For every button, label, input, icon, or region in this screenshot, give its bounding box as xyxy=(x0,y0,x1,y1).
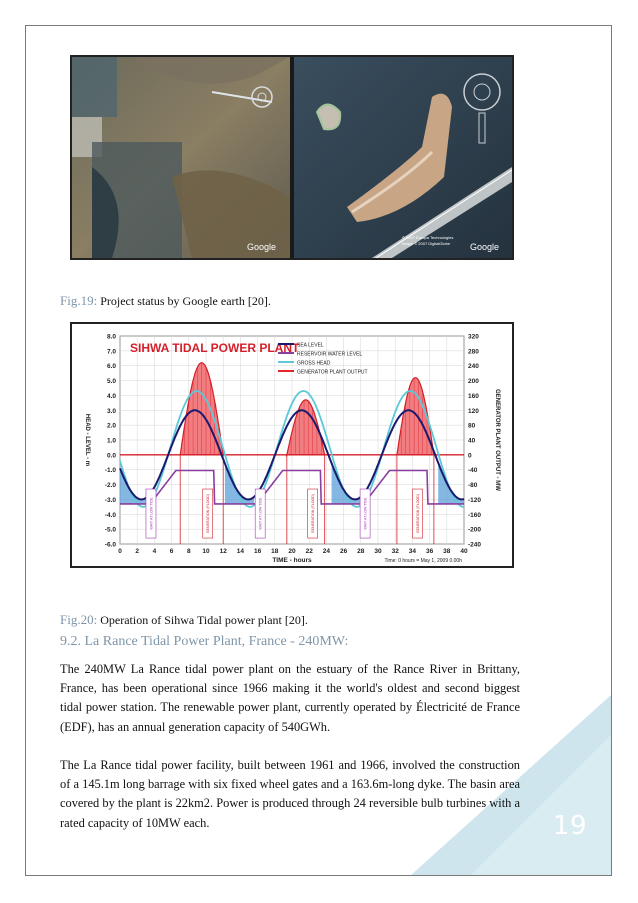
y-tick-left: 3.0 xyxy=(106,407,116,415)
x-tick: 26 xyxy=(339,548,348,555)
x-tick: 40 xyxy=(460,548,468,555)
x-tick: 2 xyxy=(135,548,140,555)
x-tick: 10 xyxy=(202,548,210,555)
y-tick-right: 320 xyxy=(468,333,479,341)
x-tick: 28 xyxy=(357,548,365,555)
annotation-label: WAIT AT LOW TIDE xyxy=(363,497,368,530)
legend-label: SEA LEVEL xyxy=(297,342,324,349)
y-tick-right: 0 xyxy=(468,452,472,460)
x-tick: 8 xyxy=(186,548,191,555)
y-tick-left: -3.0 xyxy=(104,496,116,504)
y-tick-left: 7.0 xyxy=(106,348,116,356)
annotation-label: WAIT AT LOW TIDE xyxy=(258,497,263,530)
legend-label: RESERVOIR WATER LEVEL xyxy=(297,351,363,358)
x-tick: 20 xyxy=(288,548,296,555)
figure-19-label: Fig.19: xyxy=(60,293,98,308)
y-tick-left: 5.0 xyxy=(106,378,116,386)
y-tick-left: 8.0 xyxy=(106,333,116,341)
annotation-label: GENERATION (FLOOD) xyxy=(310,493,315,534)
x-tick: 22 xyxy=(305,548,313,555)
sihwa-chart xyxy=(70,322,514,568)
x-tick: 18 xyxy=(271,548,279,555)
copyright-text-2: Image © 2007 DigitalGlobe xyxy=(402,241,451,246)
right-panel xyxy=(294,57,512,258)
y-axis-label-left: HEAD - LEVEL - m xyxy=(84,413,90,467)
figure-20-label: Fig.20: xyxy=(60,612,98,627)
x-tick: 38 xyxy=(443,548,451,555)
x-tick: 32 xyxy=(391,548,399,555)
chart-svg xyxy=(72,324,512,566)
satellite-photo-svg xyxy=(72,57,512,258)
y-tick-left: 1.0 xyxy=(106,437,116,445)
legend-label: GROSS HEAD xyxy=(297,360,331,367)
y-tick-right: 40 xyxy=(468,437,476,445)
y-tick-right: 200 xyxy=(468,378,479,386)
y-tick-right: -240 xyxy=(468,541,482,549)
annotation-label: GENERATION (FLOOD) xyxy=(415,493,420,534)
y-tick-right: -40 xyxy=(468,467,478,475)
y-tick-left: -1.0 xyxy=(104,467,116,475)
y-tick-left: -4.0 xyxy=(104,511,116,519)
annotation-label: WAIT AT LOW TIDE xyxy=(149,497,154,530)
annotation-label: GENERATION (FLOOD) xyxy=(206,493,211,534)
x-tick: 6 xyxy=(169,548,174,555)
y-tick-left: 6.0 xyxy=(106,363,116,371)
y-tick-right: -120 xyxy=(468,496,482,504)
x-tick: 4 xyxy=(152,548,157,555)
chart-title: SIHWA TIDAL POWER PLANT xyxy=(130,341,300,355)
x-tick: 24 xyxy=(322,548,331,555)
legend-label: GENERATOR PLANT OUTPUT xyxy=(297,369,368,376)
figure-20-text: Operation of Sihwa Tidal power plant [20]. xyxy=(100,613,308,627)
figure-19-caption xyxy=(60,293,271,309)
figure-20-caption xyxy=(60,612,308,628)
x-tick: 14 xyxy=(236,548,245,555)
section-heading: 9.2. La Rance Tidal Power Plant, France - 240MW: xyxy=(60,634,349,649)
x-tick: 34 xyxy=(408,548,417,555)
y-tick-right: 120 xyxy=(468,407,479,415)
y-tick-right: 80 xyxy=(468,422,476,430)
y-tick-right: -160 xyxy=(468,511,482,519)
y-axis-label-right: GENERATOR PLANT OUTPUT - MW xyxy=(494,389,500,491)
right-watermark: Google xyxy=(470,242,500,252)
x-tick: 16 xyxy=(253,548,262,555)
y-tick-right: 240 xyxy=(468,363,479,371)
y-tick-right: 160 xyxy=(468,392,479,400)
y-tick-right: 280 xyxy=(468,348,479,356)
copyright-text: © 2007 Europa Technologies xyxy=(402,235,454,240)
y-tick-left: 4.0 xyxy=(106,392,116,400)
y-tick-left: -5.0 xyxy=(104,526,116,534)
paragraph-2: The La Rance tidal power facility, built between 1961 and 1966, involved the construction of a 145.1m long barrage with six fixed wheel gates and a 163.6m-long dyke. The basin area covered by the plant is 22km2. Power is produced through 24 reversible bulb turbines with a rated capacity of 10MW each. xyxy=(60,758,520,830)
figure-19-text: Project status by Google earth [20]. xyxy=(100,294,271,308)
y-tick-left: -6.0 xyxy=(104,541,116,549)
y-tick-left: -2.0 xyxy=(104,482,116,490)
y-tick-right: -80 xyxy=(468,482,478,490)
page-number: 19 xyxy=(552,811,587,841)
left-watermark: Google xyxy=(247,242,277,252)
x-axis-label: TIME - hours xyxy=(272,557,312,564)
x-tick: 36 xyxy=(425,548,434,555)
x-tick: 30 xyxy=(374,548,382,555)
y-tick-left: 2.0 xyxy=(106,422,116,430)
time-note: Time: 0 hours = May 1, 2009 0.00h xyxy=(384,558,462,564)
x-tick: 0 xyxy=(118,548,122,555)
y-tick-right: -200 xyxy=(468,526,482,534)
y-tick-left: 0.0 xyxy=(106,452,116,460)
satellite-image xyxy=(70,55,514,260)
paragraph-1: The 240MW La Rance tidal power plant on the estuary of the Rance River in Brittany, France, has been operational since 1966 making it the world's oldest and second biggest tidal power station. The renewable power plant, currently operated by Électricité de France (EDF), has an annual generation capacity of 540GWh. xyxy=(60,662,520,734)
x-tick: 12 xyxy=(219,548,227,555)
